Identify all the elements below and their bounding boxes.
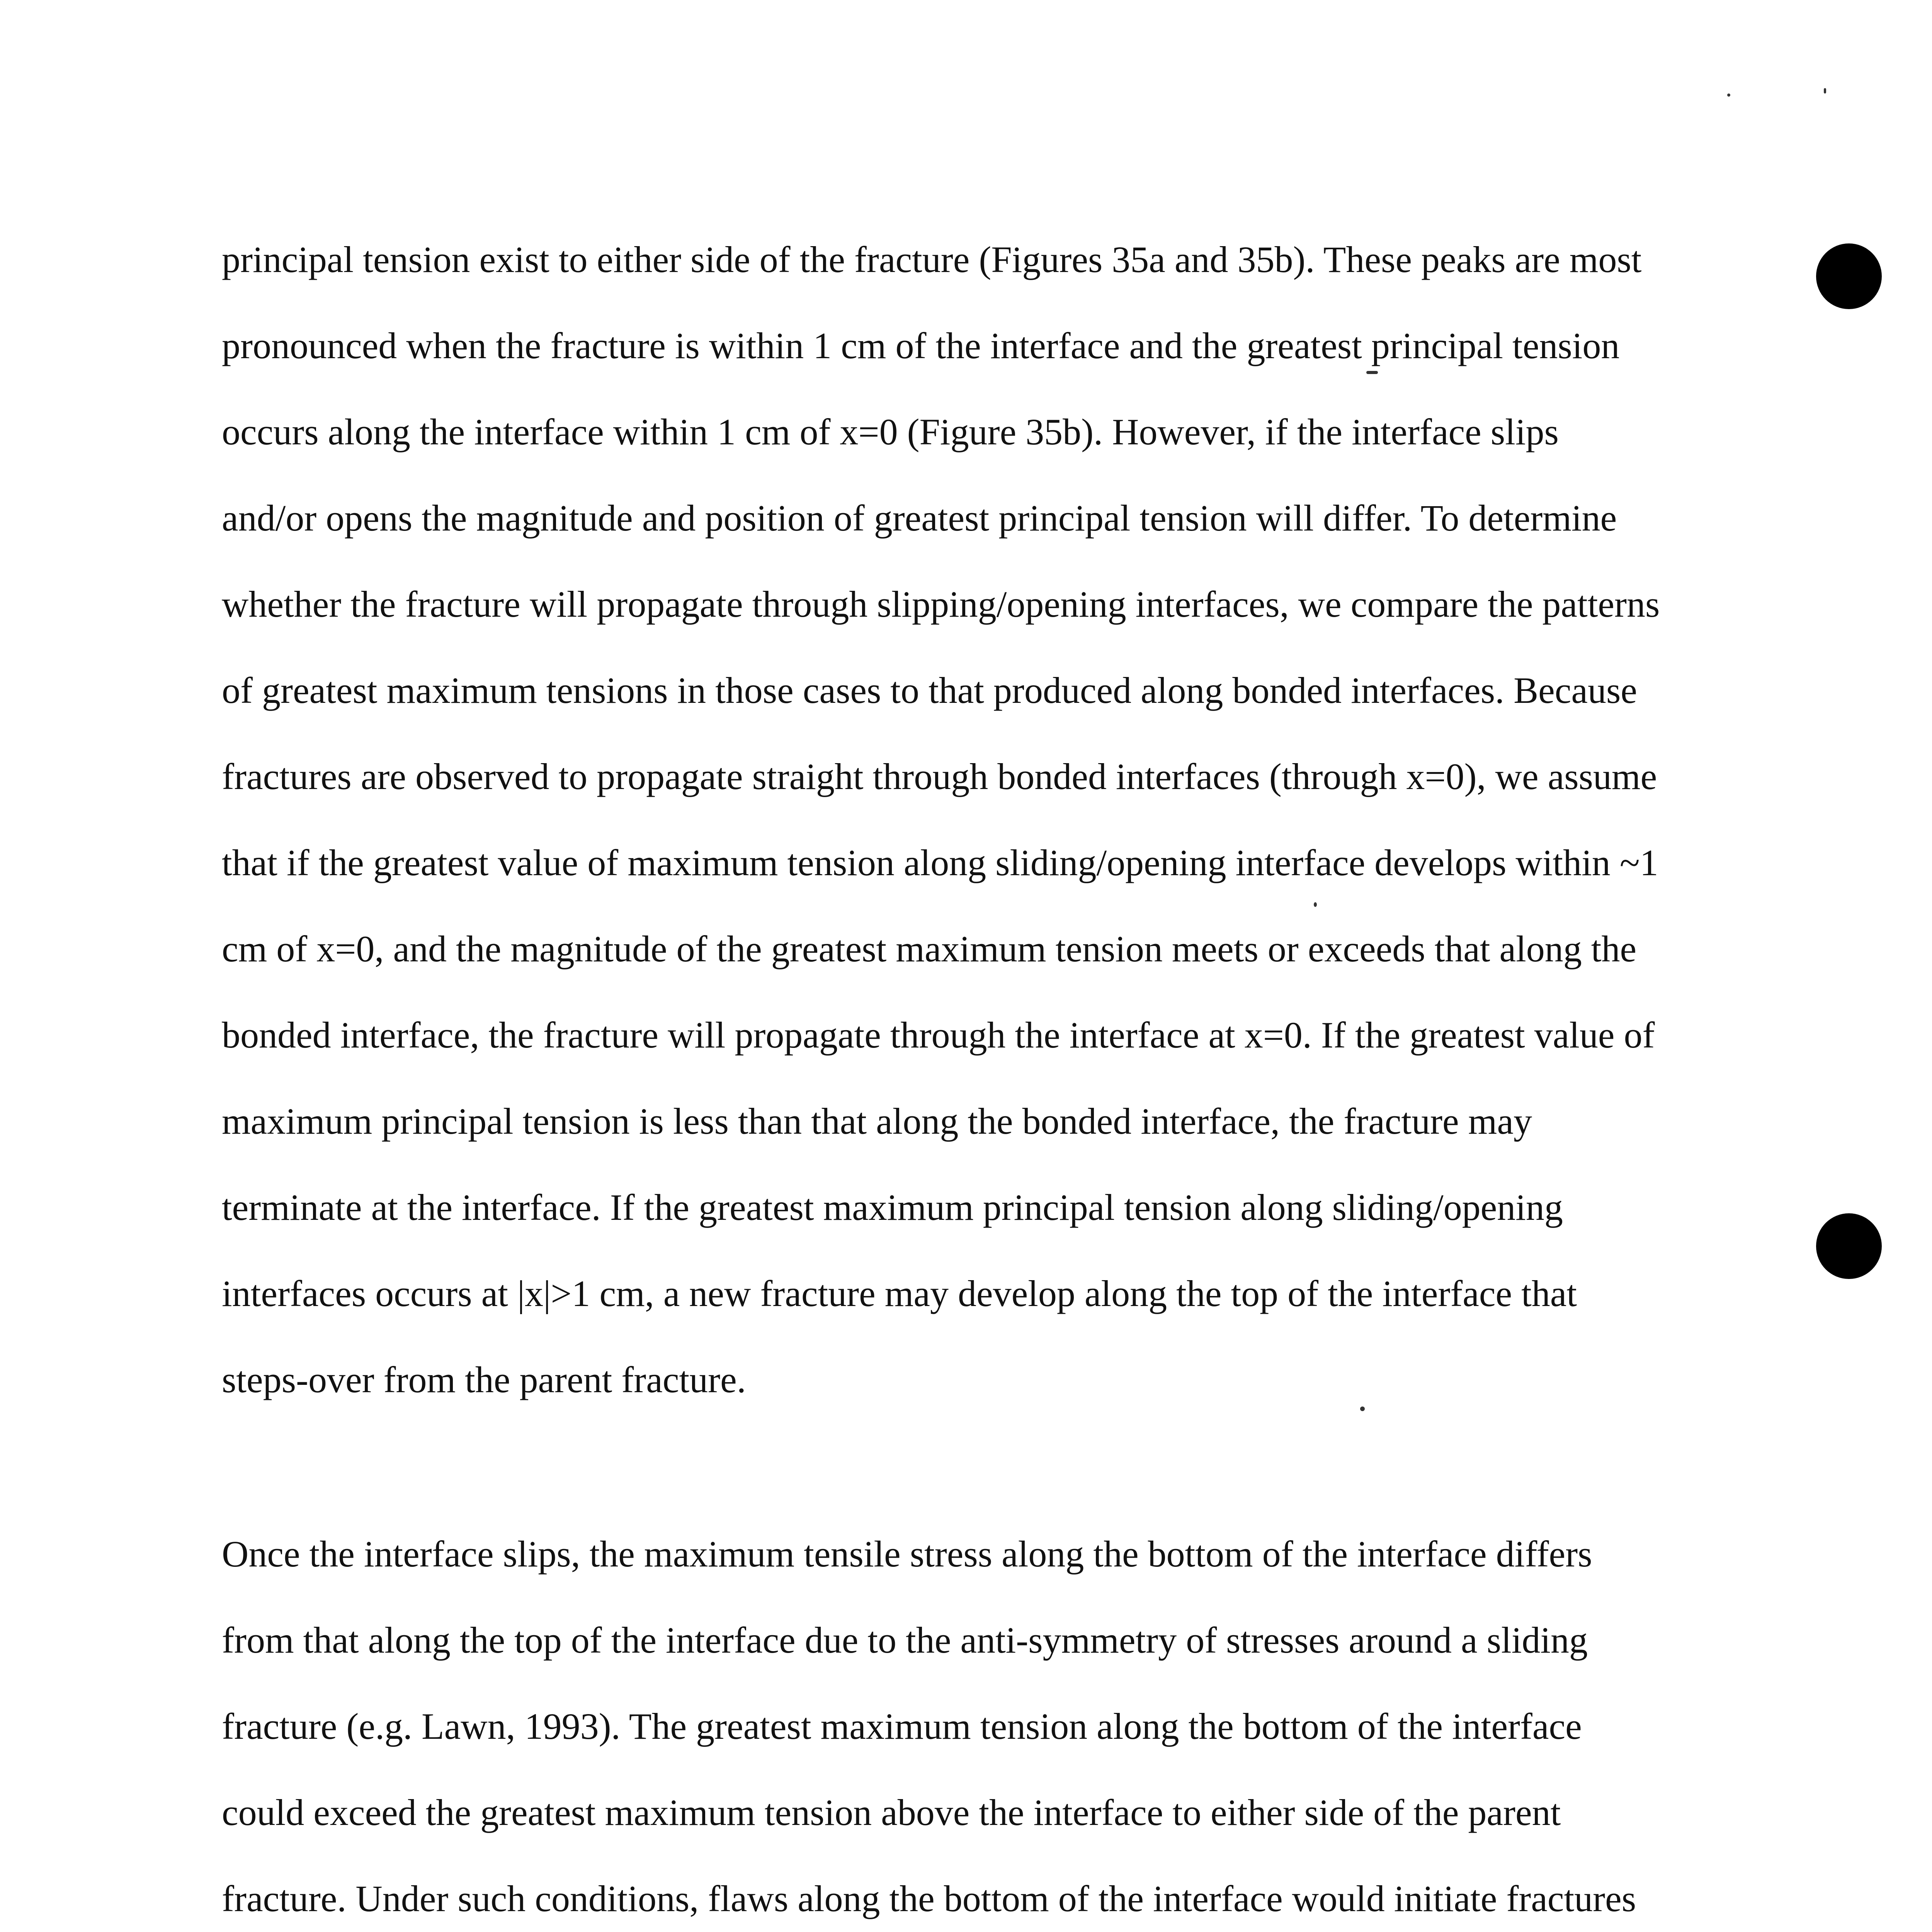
text-line: of greatest maximum tensions in those cases to that produced along bonded interfaces. Because	[222, 670, 1637, 711]
text-line: bonded interface, the fracture will propagate through the interface at x=0. If the greatest value of	[222, 1014, 1655, 1056]
paragraph-2	[222, 1511, 1729, 1932]
text-line: pronounced when the fracture is within 1 cm of the interface and the greatest principal tension	[222, 325, 1620, 366]
text-line: interfaces occurs at |x|>1 cm, a new fracture may develop along the top of the interface that	[222, 1273, 1577, 1314]
scan-speck	[1824, 88, 1826, 94]
text-line: fracture. Under such conditions, flaws along the bottom of the interface would initiate fractures	[222, 1878, 1636, 1919]
text-line: could exceed the greatest maximum tension above the interface to either side of the parent	[222, 1792, 1561, 1833]
text-line: from that along the top of the interface due to the anti-symmetry of stresses around a sliding	[222, 1619, 1588, 1661]
text-line: Once the interface slips, the maximum tensile stress along the bottom of the interface differs	[222, 1533, 1592, 1575]
text-line: terminate at the interface. If the greatest maximum principal tension along sliding/opening	[222, 1187, 1563, 1228]
text-line: occurs along the interface within 1 cm of x=0 (Figure 35b). However, if the interface slips	[222, 411, 1559, 452]
text-line: fractures are observed to propagate straight through bonded interfaces (through x=0), we assume	[222, 756, 1657, 797]
text-line: whether the fracture will propagate through slipping/opening interfaces, we compare the patterns	[222, 583, 1660, 625]
text-line: maximum principal tension is less than that along the bonded interface, the fracture may	[222, 1100, 1532, 1142]
text-line: steps-over from the parent fracture.	[222, 1359, 746, 1400]
text-line: and/or opens the magnitude and position of greatest principal tension will differ. To determine	[222, 497, 1617, 539]
punch-hole-middle	[1816, 1213, 1882, 1279]
text-line: fracture (e.g. Lawn, 1993). The greatest maximum tension along the bottom of the interface	[222, 1706, 1582, 1747]
punch-hole-top	[1816, 243, 1882, 309]
text-line: cm of x=0, and the magnitude of the greatest maximum tension meets or exceeds that along the	[222, 928, 1637, 969]
paragraph-1	[222, 216, 1729, 1423]
text-line: that if the greatest value of maximum tension along sliding/opening interface develops within ~1	[222, 842, 1658, 883]
scan-speck	[1727, 94, 1730, 97]
text-line: principal tension exist to either side of the fracture (Figures 35a and 35b). These peaks are most	[222, 239, 1642, 280]
